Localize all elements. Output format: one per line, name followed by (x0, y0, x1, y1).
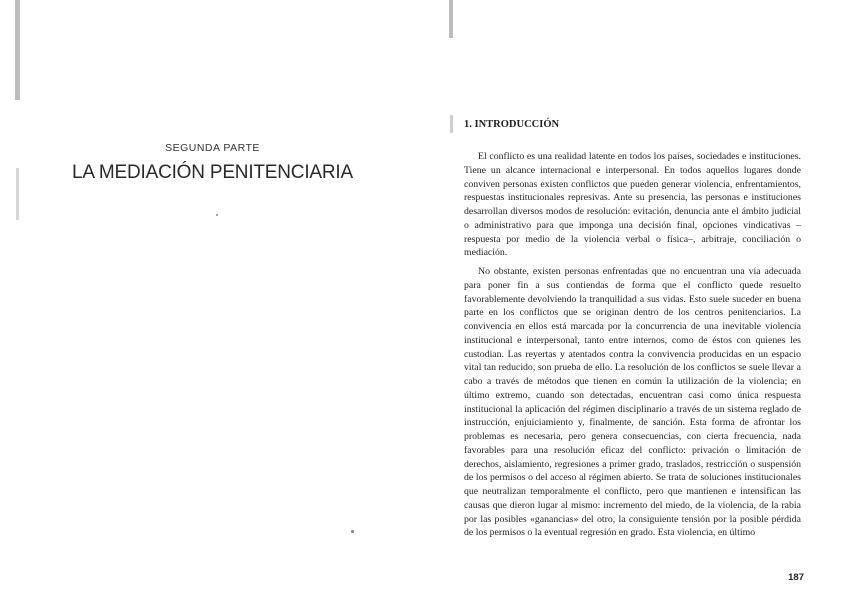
part-label: SEGUNDA PARTE (165, 142, 260, 154)
part-title: LA MEDIACIÓN PENITENCIARIA (72, 162, 353, 183)
scan-speck (351, 530, 354, 533)
paragraph: El conflicto es una realidad latente en todos los países, sociedades e instituciones. Tiene un alcance internacional e interpersonal. En todos aquellos lugares donde conviven personas existen conflictos que pueden generar violencia, enfrentamientos, respuestas institucionales represivas. Ante su presencia, las personas e instituciones desarrollan diversos modos de resolución: evitación, denuncia ante el ámbito judicial o administrativo para que imponga una decisión final, opciones vindicativas –respuesta por medio de la violencia verbal o física–, arbitraje, conciliación o mediación. (464, 151, 801, 259)
page-number: 187 (788, 572, 804, 583)
body-text (464, 150, 801, 545)
scan-speck (216, 214, 218, 216)
paragraph: No obstante, existen personas enfrentadas que no encuentran una vía adecuada para poner fin a sus contiendas de forma que el conflicto quede resuelto favorablemente devolviendo la tranquilidad a sus vidas. Esto suele suceder en buena parte en los conflictos que se originan dentro de los centros penitenciarios. La convivencia en ellos está marcada por la concurrencia de una inevitable violencia institucional e interpersonal, tanto entre internos, como de éstos con quienes les custodian. Las reyertas y atentados contra la convivencia producidas en un espacio vital tan reducido, son prueba de ello. La resolución de los conflictos se suele llevar a cabo a través de métodos que tienen en común la utilización de la violencia; en último extremo, cuando son detectadas, encuentran casi como única respuesta institucional la aplicación del régimen disciplinario a través de un sistema reglado de instrucción, enjuiciamiento y, finalmente, de sanción. Esta forma de afrontar los problemas es necesaria, pero genera consecuencias, con cierta frecuencia, nada favorables para una resolución eficaz del conflicto: privación o limitación de derechos, aislamiento, regresiones a primer grado, traslados, restricción o suspensión de los permisos o del acceso al régimen abierto. Se trata de soluciones institucionales que neutralizan temporalmente el conflicto, pero que mantienen e intensifican las causas que dieron lugar al mismo: incremento del miedo, de la violencia, de la rabia por las posibles «ganancias» del otro, la consiguiente tensión por la posible pérdida de los permisos o la eventual regresión en grado. Esta violencia, en último (464, 266, 801, 539)
section-heading: 1. INTRODUCCIÓN (464, 119, 560, 130)
